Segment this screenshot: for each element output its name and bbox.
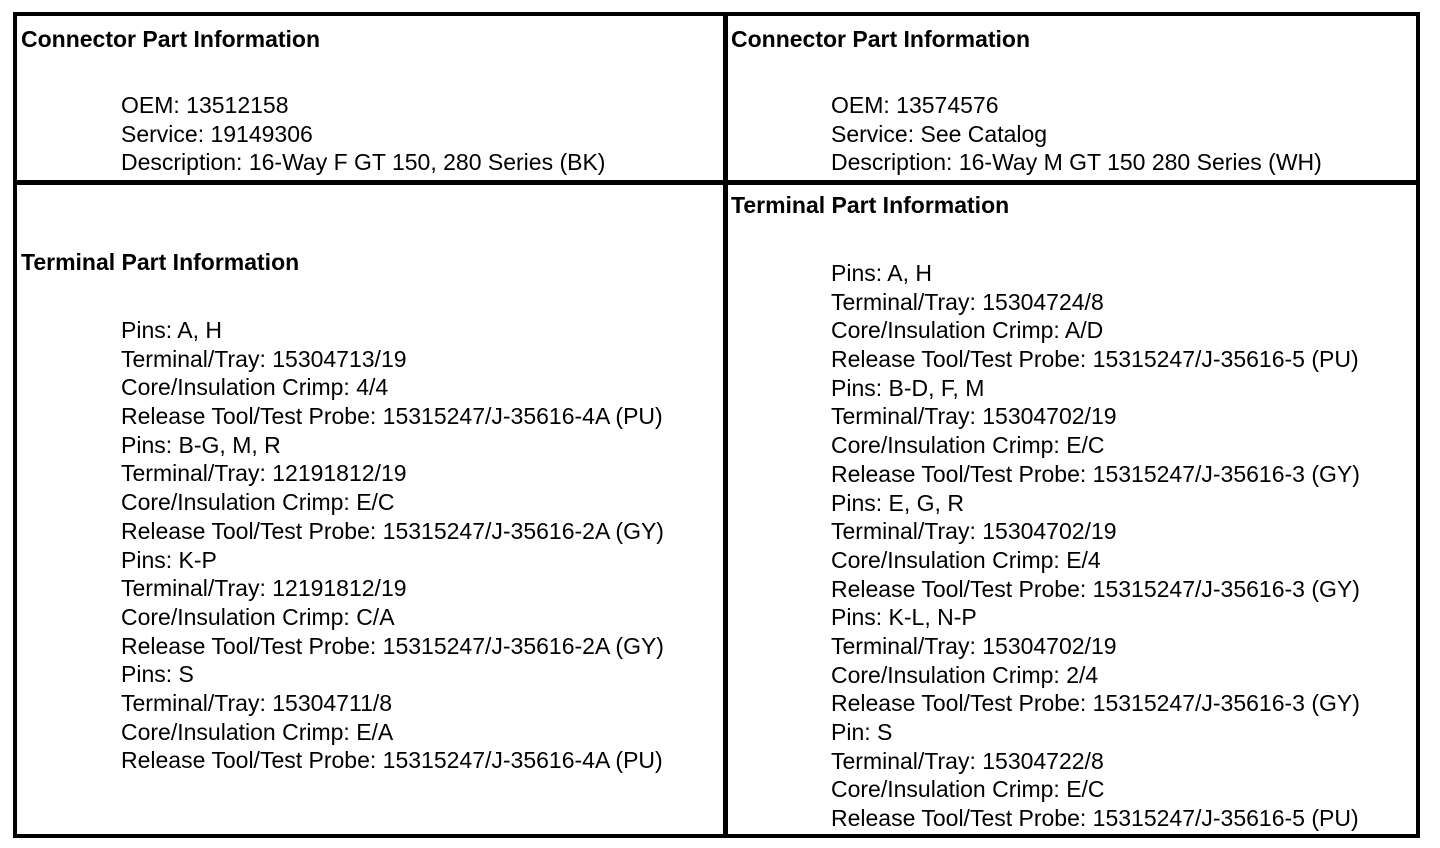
detail-line: Pins: A, H — [121, 317, 222, 343]
detail-line: Description: 16-Way F GT 150, 280 Series (BK) — [121, 149, 606, 176]
detail-line: Core/Insulation Crimp: 2/4 — [831, 661, 1099, 688]
detail-line: Pins: K-L, N-P — [831, 604, 977, 631]
detail-line: Core/Insulation Crimp: E/C — [831, 432, 1105, 459]
detail-line: Pins: B-D, F, M — [831, 374, 985, 401]
detail-line: Terminal/Tray: 15304702/19 — [831, 403, 1117, 430]
detail-line: Terminal/Tray: 15304711/8 — [121, 689, 393, 716]
detail-line: OEM: 13574576 — [831, 92, 999, 118]
detail-line: Pin: S — [831, 719, 893, 745]
part-information-table — [13, 12, 1420, 838]
detail-line: Core/Insulation Crimp: E/4 — [831, 546, 1101, 573]
detail-line: Pins: K-P — [121, 546, 217, 573]
detail-line: Terminal/Tray: 15304724/8 — [831, 288, 1104, 315]
detail-line: Release Tool/Test Probe: 15315247/J-35616-3 (GY) — [831, 460, 1360, 487]
connector-details-left — [121, 91, 605, 177]
detail-line: Release Tool/Test Probe: 15315247/J-35616-5 (PU) — [831, 346, 1359, 373]
detail-line: Release Tool/Test Probe: 15315247/J-35616-4A (PU) — [121, 747, 663, 774]
connector-details-right — [831, 91, 1322, 177]
detail-line: Terminal/Tray: 12191812/19 — [121, 460, 407, 487]
detail-line: Release Tool/Test Probe: 15315247/J-35616-2A (GY) — [121, 517, 664, 544]
detail-line: Core/Insulation Crimp: E/C — [121, 489, 395, 516]
detail-line: Release Tool/Test Probe: 15315247/J-35616-4A (PU) — [121, 403, 663, 430]
detail-line: Release Tool/Test Probe: 15315247/J-35616-3 (GY) — [831, 575, 1360, 602]
detail-line: Pins: B-G, M, R — [121, 431, 281, 458]
terminal-details-left — [121, 316, 664, 775]
connector-heading-right: Connector Part Information — [731, 26, 1031, 52]
detail-line: Release Tool/Test Probe: 15315247/J-35616-3 (GY) — [831, 690, 1360, 717]
connector-heading-left: Connector Part Information — [21, 26, 321, 52]
detail-line: Core/Insulation Crimp: 4/4 — [121, 374, 389, 401]
terminal-heading-right: Terminal Part Information — [731, 192, 1010, 218]
detail-line: Release Tool/Test Probe: 15315247/J-35616-5 (PU) — [831, 805, 1359, 832]
detail-line: Core/Insulation Crimp: A/D — [831, 317, 1104, 344]
row-divider — [17, 180, 1416, 185]
terminal-details-right — [831, 259, 1360, 833]
detail-line: OEM: 13512158 — [121, 92, 289, 118]
detail-line: Pins: S — [121, 661, 194, 688]
detail-line: Description: 16-Way M GT 150 280 Series (WH) — [831, 149, 1322, 176]
detail-line: Pins: A, H — [831, 260, 932, 286]
detail-line: Terminal/Tray: 15304702/19 — [831, 632, 1117, 659]
detail-line: Release Tool/Test Probe: 15315247/J-35616-2A (GY) — [121, 632, 664, 659]
detail-line: Pins: E, G, R — [831, 489, 964, 516]
detail-line: Core/Insulation Crimp: C/A — [121, 603, 395, 630]
detail-line: Service: 19149306 — [121, 120, 313, 147]
detail-line: Terminal/Tray: 15304702/19 — [831, 518, 1117, 545]
detail-line: Core/Insulation Crimp: E/C — [831, 776, 1105, 803]
detail-line: Core/Insulation Crimp: E/A — [121, 718, 394, 745]
detail-line: Terminal/Tray: 12191812/19 — [121, 575, 407, 602]
detail-line: Terminal/Tray: 15304722/8 — [831, 747, 1104, 774]
detail-line: Service: See Catalog — [831, 120, 1048, 147]
detail-line: Terminal/Tray: 15304713/19 — [121, 345, 407, 372]
column-divider — [723, 16, 728, 834]
terminal-heading-left: Terminal Part Information — [21, 249, 300, 275]
